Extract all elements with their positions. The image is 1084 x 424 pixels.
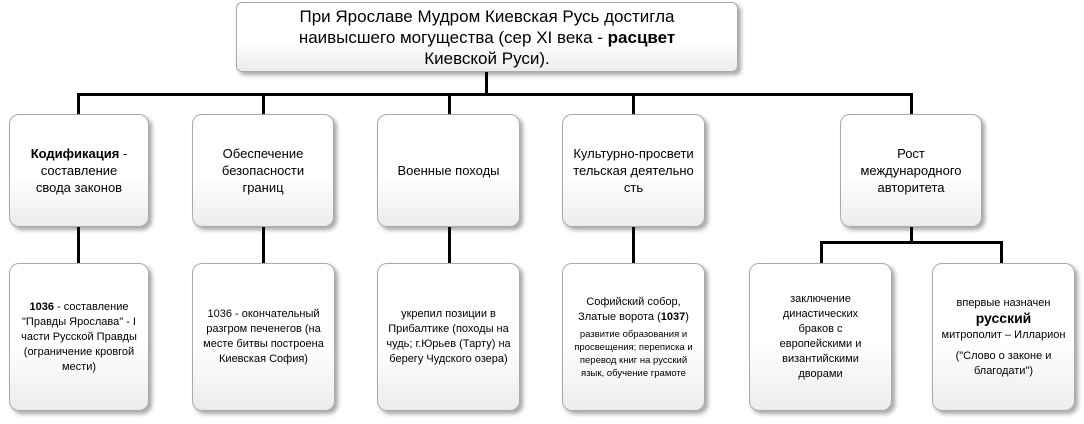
branch-international <box>840 114 982 227</box>
leaf-culture-paren: ) <box>685 310 689 323</box>
connector-leaf-3 <box>448 227 451 264</box>
leaf-metropolitan-bold: русский <box>975 309 1032 326</box>
connector-branch-1 <box>77 93 80 115</box>
leaf-codification-note: (ограничение кровгой мести) <box>23 345 135 373</box>
branch-culture <box>562 114 705 227</box>
leaf-metropolitan-note: ("Слово о законе и благодати") <box>955 349 1052 377</box>
leaf-codification-main: - составление "Правды Ярослава" - I части Русской Правды <box>21 300 137 343</box>
branch-codification-rest: - составление свода законов <box>35 146 128 195</box>
root-line-2 <box>299 27 675 48</box>
connector-leaf-2 <box>262 227 265 264</box>
leaf-security <box>192 263 335 411</box>
connector-main-horizontal <box>77 93 913 96</box>
connector-branch-2 <box>262 93 265 115</box>
leaf-culture-year: 1037 <box>660 310 686 323</box>
leaf-culture-sites: Софийский собор, Златые ворота ( <box>578 295 681 323</box>
leaf-codification <box>9 263 149 411</box>
branch-codification-bold: Кодификация <box>30 146 120 161</box>
leaf-culture-text-1 <box>569 295 698 325</box>
branch-security-label: Обеспечение безопасности границ <box>221 146 305 195</box>
leaf-dynastic-text: заключение династических браков с европейскими и византийскими дворами <box>779 293 862 380</box>
branch-codification <box>9 114 149 227</box>
root-line-1: При Ярославе Мудром Киевская Русь достигла <box>299 6 675 26</box>
connector-leaf-1 <box>77 227 80 264</box>
leaf-metropolitan-text <box>942 296 1066 343</box>
leaf-military-text: укрепил позиции в Прибалтике (походы на чудь; г.Юрьев (Тарту) на берегу Чудского озера) <box>386 308 511 365</box>
connector-branch-3 <box>448 93 451 115</box>
leaf-culture-text-2: развитие образования и просвещения; переписка и перевод книг на русский язык, обучение грамоте <box>574 328 693 379</box>
branch-security <box>192 114 334 227</box>
leaf-metropolitan-post: митрополит – Илларион <box>941 328 1066 341</box>
leaf-metropolitan-pre: впервые назначен <box>956 296 1051 309</box>
leaf-dynastic <box>749 263 892 411</box>
branch-international-label: Рост международного авторитета <box>860 146 962 195</box>
branch-military-label: Военные походы <box>397 163 500 178</box>
root-node <box>236 2 738 72</box>
connector-branch-4 <box>632 93 635 115</box>
branch-codification-label <box>22 145 136 196</box>
connector-leaf-5b <box>1000 241 1003 263</box>
leaf-codification-text <box>16 300 142 345</box>
connector-leaf-4 <box>632 227 635 264</box>
leaf-security-text: 1036 - окончательный разгром печенегов (на месте битвы построена Киевская София) <box>203 308 324 365</box>
leaf-codification-year: 1036 <box>29 300 54 313</box>
connector-leaf-5a <box>820 241 823 263</box>
leaf-metropolitan <box>932 263 1075 411</box>
leaf-military <box>377 263 520 411</box>
leaf-culture <box>562 263 705 411</box>
root-line-2-text: наивысшего могущества (сер XI века - <box>298 27 608 47</box>
branch-military <box>377 114 520 227</box>
connector-root-down <box>485 72 488 95</box>
branch-culture-label: Культурно-просветительская деятельность <box>573 146 694 195</box>
root-line-3: Киевской Руси). <box>424 48 550 68</box>
connector-leaf-5-horizontal <box>820 241 1003 244</box>
connector-branch-5 <box>910 93 913 115</box>
root-line-2-bold: расцвет <box>607 27 676 47</box>
